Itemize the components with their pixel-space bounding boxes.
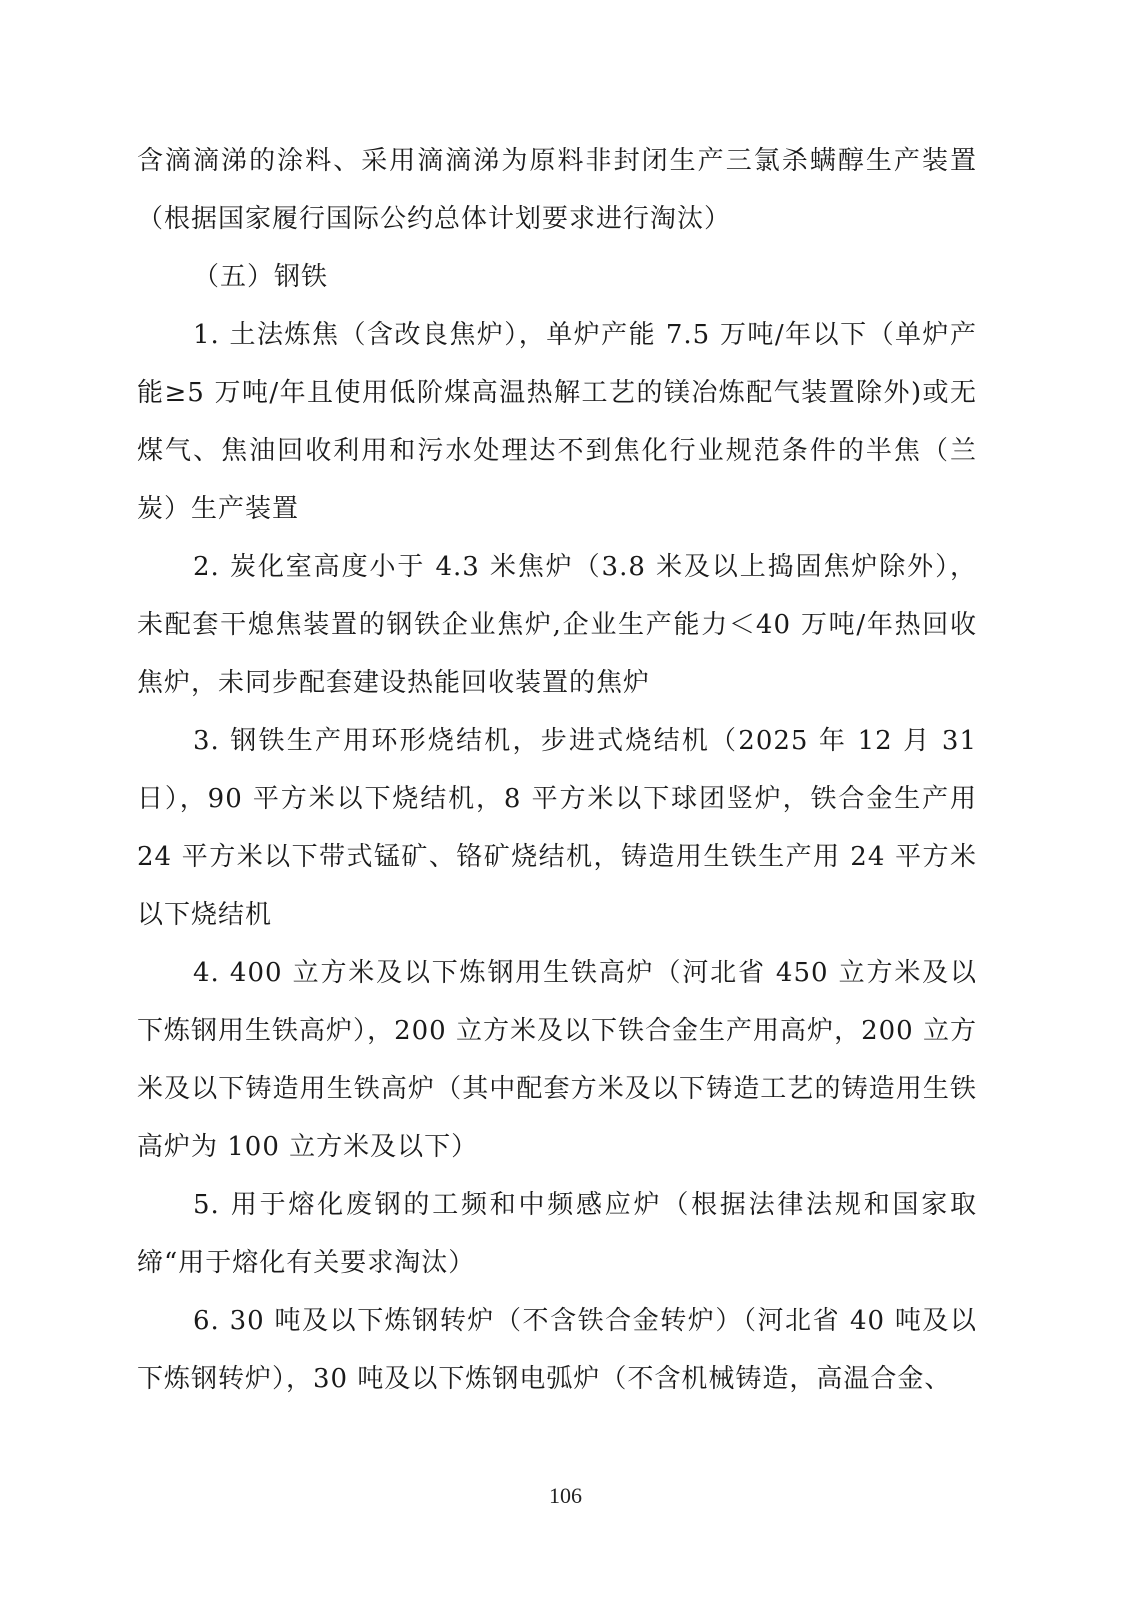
paragraph-item-2: 2. 炭化室高度小于 4.3 米焦炉（3.8 米及以上捣固焦炉除外），未配套干熄焦装置的钢铁企业焦炉,企业生产能力＜40 万吨/年热回收焦炉，未同步配套建设热能回收装置的焦炉 (137, 552, 977, 698)
paragraph-continuation: 含滴滴涕的涂料、采用滴滴涕为原料非封闭生产三氯杀螨醇生产装置（根据国家履行国际公约总体计划要求进行淘汰） (137, 146, 977, 234)
paragraph-item-5: 5. 用于熔化废钢的工频和中频感应炉（根据法律法规和国家取缔“用于熔化有关要求淘汰） (137, 1190, 977, 1278)
document-body (137, 132, 977, 1408)
paragraph-item-6: 6. 30 吨及以下炼钢转炉（不含铁合金转炉）（河北省 40 吨及以下炼钢转炉），30 吨及以下炼钢电弧炉（不含机械铸造，高温合金、 (137, 1306, 977, 1394)
page-number: 106 (549, 1483, 582, 1508)
paragraph-item-3: 3. 钢铁生产用环形烧结机，步进式烧结机（2025 年 12 月 31 日），90 平方米以下烧结机，8 平方米以下球团竖炉，铁合金生产用 24 平方米以下带式锰矿、铬矿烧结机，铸造用生铁生产用 24 平方米以下烧结机 (137, 726, 977, 930)
paragraph-item-1: 1. 土法炼焦（含改良焦炉），单炉产能 7.5 万吨/年以下（单炉产能≥5 万吨/年且使用低阶煤高温热解工艺的镁冶炼配气装置除外)或无煤气、焦油回收利用和污水处理达不到焦化行业规范条件的半焦（兰炭）生产装置 (137, 320, 977, 524)
section-heading-steel: （五）钢铁 (193, 262, 329, 292)
paragraph-item-4: 4. 400 立方米及以下炼钢用生铁高炉（河北省 450 立方米及以下炼钢用生铁高炉），200 立方米及以下铁合金生产用高炉，200 立方米及以下铸造用生铁高炉（其中配套方米及以下铸造工艺的铸造用生铁高炉为 100 立方米及以下） (137, 958, 977, 1162)
